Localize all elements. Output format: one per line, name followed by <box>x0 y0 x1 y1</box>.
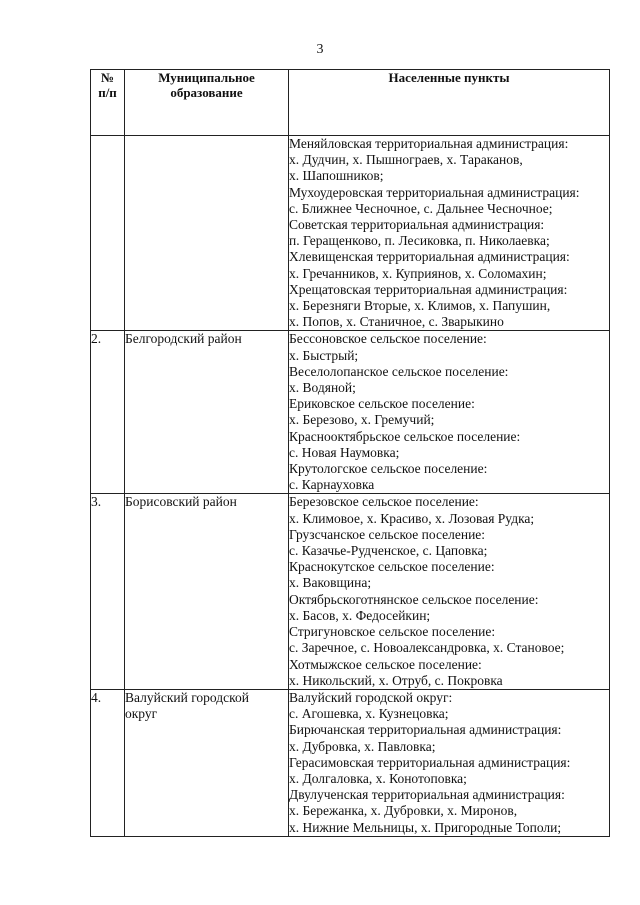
settlements-cell <box>289 136 610 331</box>
header-settlements <box>289 70 610 136</box>
settlement-line: с. Новая Наумовка; <box>289 444 400 460</box>
settlement-line: х. Долгаловка, х. Конотоповка; <box>289 770 467 786</box>
settlements-cell <box>289 494 610 689</box>
settlement-line: Березовское сельское поселение: <box>289 494 479 510</box>
row-number <box>91 136 125 331</box>
table-row <box>91 136 610 331</box>
settlement-line: х. Ваковщина; <box>289 575 372 591</box>
settlement-line: х. Быстрый; <box>289 347 359 363</box>
settlement-line: х. Гречанников, х. Куприянов, х. Соломахин; <box>289 265 547 281</box>
settlement-line: Октябрьскоготнянское сельское поселение: <box>289 591 539 607</box>
settlement-line: Грузсчанское сельское поселение: <box>289 526 486 542</box>
header-municipality <box>125 70 289 136</box>
table-row <box>91 331 610 494</box>
row-number: 4. <box>91 689 125 836</box>
header-number-line-2: п/п <box>98 85 117 100</box>
settlement-line: Меняйловская территориальная администрация: <box>289 136 569 151</box>
settlement-line: Двулученская территориальная администрация: <box>289 787 565 803</box>
header-number <box>91 70 125 136</box>
settlement-line: Краснооктябрьское сельское поселение: <box>289 428 521 444</box>
settlement-line: х. Шапошников; <box>289 168 384 184</box>
settlement-line: Хрещатовская территориальная администрация: <box>289 281 568 297</box>
row-number: 3. <box>91 494 125 689</box>
settlement-line: Хотмыжское сельское поселение: <box>289 656 482 672</box>
settlement-line: Советская территориальная администрация: <box>289 217 545 233</box>
page-number: 3 <box>316 42 324 57</box>
settlement-line: Бессоновское сельское поселение: <box>289 331 487 347</box>
municipality-name-line: округ <box>125 705 158 721</box>
settlement-line: х. Климовое, х. Красиво, х. Лозовая Рудка; <box>289 510 535 526</box>
header-settlements-label: Населенные пункты <box>388 70 510 85</box>
settlement-line: х. Дубровка, х. Павловка; <box>289 738 436 754</box>
settlement-line: х. Никольский, х. Отруб, с. Покровка <box>289 672 503 688</box>
settlement-line: х. Водяной; <box>289 380 356 396</box>
settlement-line: с. Ближнее Чесночное, с. Дальнее Чесночное; <box>289 200 553 216</box>
settlement-line: Ериковское сельское поселение: <box>289 396 475 412</box>
municipality-name-line: Валуйский городской <box>125 689 249 705</box>
settlement-line: Краснокутское сельское поселение: <box>289 559 495 575</box>
settlement-line: с. Заречное, с. Новоалександровка, х. Становое; <box>289 640 565 656</box>
settlement-line: Бирючанская территориальная администрация: <box>289 722 562 738</box>
settlement-line: с. Казачье-Рудченское, с. Цаповка; <box>289 543 488 559</box>
settlement-line: Хлевищенская территориальная администрация: <box>289 249 570 265</box>
settlement-line: Герасимовская территориальная администрация: <box>289 754 571 770</box>
row-number: 2. <box>91 331 125 494</box>
table-header-row <box>91 70 610 136</box>
settlement-line: Крутологское сельское поселение: <box>289 461 488 477</box>
settlement-line: с. Агошевка, х. Кузнецовка; <box>289 706 449 722</box>
settlement-line: х. Попов, х. Станичное, с. Зварыкино <box>289 314 504 330</box>
municipality-cell <box>125 494 289 689</box>
settlement-line: Мухоудеровская территориальная администрация: <box>289 184 580 200</box>
settlement-line: х. Березово, х. Гремучий; <box>289 412 435 428</box>
settlements-table <box>90 69 610 837</box>
table-row <box>91 494 610 689</box>
header-number-line-1: № <box>100 70 115 85</box>
municipality-name-line: Белгородский район <box>125 331 242 347</box>
settlement-line: Стригуновское сельское поселение: <box>289 624 496 640</box>
municipality-cell <box>125 331 289 494</box>
settlement-line: х. Басов, х. Федосейкин; <box>289 607 431 623</box>
settlement-line: п. Геращенково, п. Лесиковка, п. Николаевка; <box>289 233 550 249</box>
settlement-line: х. Бережанка, х. Дубровки, х. Миронов, <box>289 803 518 819</box>
header-municipality-line-2: образование <box>170 85 243 100</box>
settlements-cell <box>289 331 610 494</box>
settlement-line: Валуйский городской округ: <box>289 689 453 705</box>
settlement-line: х. Березняги Вторые, х. Климов, х. Папушин, <box>289 298 551 314</box>
settlements-cell <box>289 689 610 836</box>
table-row <box>91 689 610 836</box>
settlement-line: Веселолопанское сельское поселение: <box>289 363 509 379</box>
settlement-line: х. Нижние Мельницы, х. Пригородные Тополи; <box>289 819 562 835</box>
settlement-line: х. Дудчин, х. Пышнограев, х. Тараканов, <box>289 152 523 168</box>
municipality-name-line: Борисовский район <box>125 494 237 510</box>
header-municipality-line-1: Муниципальное <box>158 70 255 85</box>
municipality-cell <box>125 136 289 331</box>
municipality-cell <box>125 689 289 836</box>
settlement-line: с. Карнауховка <box>289 477 375 493</box>
